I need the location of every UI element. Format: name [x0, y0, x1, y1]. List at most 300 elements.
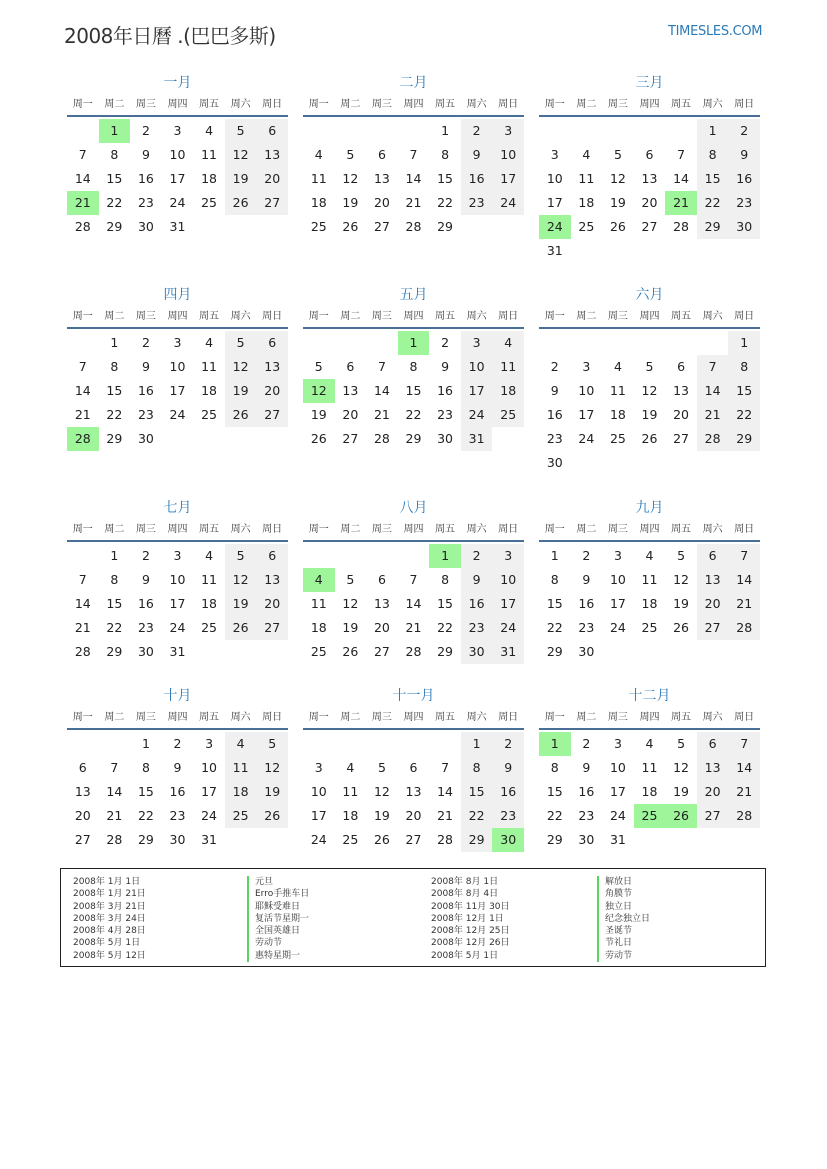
day-cell: 1 [441, 123, 450, 138]
month-calendar [539, 685, 760, 874]
day-grid [303, 329, 524, 473]
day-cell: 17 [546, 195, 563, 210]
day-cell: 7 [110, 760, 119, 775]
day-cell: 19 [342, 195, 359, 210]
day-cell: 20 [405, 808, 422, 823]
day-cell: 15 [697, 167, 729, 191]
day-cell: 19 [373, 808, 390, 823]
day-cell: 27 [373, 219, 390, 234]
weekday-label: 周二 [104, 712, 125, 723]
day-cell: 7 [78, 572, 87, 587]
holiday-day-cell: 1 [398, 331, 430, 355]
day-cell: 15 [106, 383, 123, 398]
day-cell: 3 [550, 147, 559, 162]
day-cell: 10 [169, 359, 186, 374]
day-grid [539, 117, 760, 261]
weekday-header [539, 707, 760, 730]
weekday-label: 周三 [371, 524, 392, 535]
weekday-label: 周一 [72, 99, 93, 110]
day-cell: 1 [550, 548, 559, 563]
day-cell: 9 [461, 568, 493, 592]
day-cell: 5 [346, 572, 355, 587]
day-cell: 14 [405, 171, 422, 186]
weekday-label: 周五 [671, 712, 692, 723]
day-cell: 23 [546, 431, 563, 446]
day-cell: 30 [437, 431, 454, 446]
day-cell: 13 [74, 784, 91, 799]
weekday-label: 周四 [167, 311, 188, 322]
day-grid [303, 730, 524, 874]
day-cell: 25 [201, 195, 218, 210]
day-cell: 25 [310, 219, 327, 234]
weekday-label: 周四 [167, 524, 188, 535]
day-cell: 24 [492, 616, 524, 640]
day-cell: 7 [78, 147, 87, 162]
day-cell: 15 [137, 784, 154, 799]
day-cell: 12 [609, 171, 626, 186]
day-cell: 23 [137, 620, 154, 635]
day-cell: 16 [578, 784, 595, 799]
day-cell: 5 [225, 544, 257, 568]
holiday-name: 耶稣受难日 [247, 901, 309, 913]
weekday-label: 周六 [466, 524, 487, 535]
day-cell: 29 [546, 644, 563, 659]
day-cell: 17 [201, 784, 218, 799]
day-cell: 29 [106, 431, 123, 446]
day-cell: 2 [461, 119, 493, 143]
weekday-label: 周二 [576, 524, 597, 535]
weekday-header [539, 519, 760, 542]
day-cell: 6 [346, 359, 355, 374]
weekday-label: 周一 [72, 524, 93, 535]
weekday-label: 周四 [403, 99, 424, 110]
day-cell: 23 [437, 407, 454, 422]
day-cell: 28 [405, 219, 422, 234]
weekday-label: 周日 [498, 712, 519, 723]
weekday-label: 周五 [671, 524, 692, 535]
day-cell: 18 [492, 379, 524, 403]
day-cell: 13 [256, 143, 288, 167]
day-cell: 9 [173, 760, 182, 775]
weekday-label: 周一 [544, 311, 565, 322]
day-cell: 4 [205, 123, 214, 138]
day-cell: 29 [546, 832, 563, 847]
weekday-label: 周四 [639, 311, 660, 322]
day-cell: 10 [578, 383, 595, 398]
day-cell: 22 [106, 407, 123, 422]
day-cell: 4 [492, 331, 524, 355]
weekday-label: 周日 [262, 712, 283, 723]
weekday-label: 周二 [104, 524, 125, 535]
holiday-date: 2008年 1月 1日 [73, 877, 141, 887]
day-cell: 5 [346, 147, 355, 162]
holiday-day-cell: 1 [429, 544, 461, 568]
day-cell: 17 [169, 171, 186, 186]
day-cell: 22 [106, 620, 123, 635]
day-cell: 15 [461, 780, 493, 804]
holiday-date: 2008年 8月 4日 [431, 889, 499, 900]
day-cell: 24 [310, 832, 327, 847]
day-cell: 29 [437, 219, 454, 234]
day-cell: 15 [546, 784, 563, 799]
day-cell: 3 [173, 335, 182, 350]
day-cell: 17 [310, 808, 327, 823]
day-cell: 12 [342, 596, 359, 611]
weekday-label: 周五 [199, 524, 220, 535]
weekday-label: 周二 [340, 311, 361, 322]
day-cell: 5 [645, 359, 654, 374]
day-cell: 29 [728, 427, 760, 451]
month-name: 一月 [163, 75, 192, 91]
day-cell: 14 [405, 596, 422, 611]
day-cell: 28 [697, 427, 729, 451]
day-cell: 7 [697, 355, 729, 379]
day-cell: 29 [106, 219, 123, 234]
day-cell: 20 [256, 379, 288, 403]
day-cell: 20 [641, 195, 658, 210]
day-cell: 7 [377, 359, 386, 374]
day-cell: 19 [225, 379, 257, 403]
day-cell: 20 [74, 808, 91, 823]
day-cell: 15 [405, 383, 422, 398]
day-cell: 21 [697, 403, 729, 427]
day-cell: 3 [173, 123, 182, 138]
day-cell: 5 [377, 760, 386, 775]
day-cell: 9 [141, 572, 150, 587]
holiday-list [60, 868, 766, 967]
day-cell: 5 [613, 147, 622, 162]
day-cell: 23 [461, 616, 493, 640]
day-cell: 6 [256, 544, 288, 568]
weekday-label: 周六 [230, 99, 251, 110]
weekday-label: 周日 [498, 311, 519, 322]
weekday-label: 周二 [576, 311, 597, 322]
day-cell: 23 [461, 191, 493, 215]
day-grid [67, 329, 288, 473]
day-cell: 22 [437, 195, 454, 210]
day-cell: 2 [728, 119, 760, 143]
day-cell: 4 [582, 147, 591, 162]
day-cell: 23 [578, 808, 595, 823]
day-cell: 31 [461, 427, 493, 451]
weekday-label: 周五 [435, 712, 456, 723]
day-cell: 24 [169, 195, 186, 210]
weekday-label: 周六 [230, 524, 251, 535]
day-cell: 24 [578, 431, 595, 446]
day-cell: 24 [609, 620, 626, 635]
day-cell: 22 [461, 804, 493, 828]
holiday-name: 独立日 [597, 901, 650, 913]
day-cell: 4 [205, 548, 214, 563]
day-cell: 5 [256, 732, 288, 756]
day-cell: 27 [697, 804, 729, 828]
holiday-day-cell: 21 [67, 191, 99, 215]
day-cell: 24 [461, 403, 493, 427]
day-cell: 6 [645, 147, 654, 162]
day-cell: 15 [437, 171, 454, 186]
month-calendar [539, 497, 760, 686]
day-cell: 9 [461, 143, 493, 167]
day-cell: 26 [256, 804, 288, 828]
day-cell: 2 [550, 359, 559, 374]
weekday-label: 周四 [167, 99, 188, 110]
weekday-label: 周日 [262, 311, 283, 322]
day-cell: 18 [310, 195, 327, 210]
day-cell: 9 [441, 359, 450, 374]
day-cell: 21 [373, 407, 390, 422]
weekday-label: 周六 [702, 99, 723, 110]
month-calendar [303, 685, 524, 874]
day-cell: 11 [310, 596, 327, 611]
month-calendar [539, 284, 760, 473]
day-cell: 26 [373, 832, 390, 847]
day-cell: 18 [201, 383, 218, 398]
day-cell: 8 [697, 143, 729, 167]
month-calendar [303, 284, 524, 473]
holiday-day-cell: 28 [67, 427, 99, 451]
day-cell: 13 [373, 596, 390, 611]
month-name: 十二月 [628, 688, 671, 704]
day-cell: 10 [169, 147, 186, 162]
day-cell: 16 [169, 784, 186, 799]
month-name: 四月 [163, 287, 192, 303]
weekday-label: 周四 [167, 712, 188, 723]
day-cell: 7 [728, 544, 760, 568]
holiday-date: 2008年 3月 21日 [73, 901, 146, 912]
day-cell: 2 [492, 732, 524, 756]
month-name: 九月 [635, 500, 664, 516]
day-cell: 3 [314, 760, 323, 775]
weekday-label: 周四 [403, 712, 424, 723]
day-cell: 9 [728, 143, 760, 167]
weekday-label: 周日 [734, 524, 755, 535]
day-cell: 28 [728, 804, 760, 828]
weekday-label: 周三 [135, 99, 156, 110]
weekday-label: 周三 [607, 712, 628, 723]
holiday-name: 角膜节 [597, 888, 650, 900]
day-cell: 3 [461, 331, 493, 355]
month-name: 三月 [635, 75, 664, 91]
day-cell: 20 [373, 620, 390, 635]
day-cell: 4 [645, 736, 654, 751]
month-name: 十月 [163, 688, 192, 704]
day-cell: 11 [201, 147, 218, 162]
day-cell: 4 [225, 732, 257, 756]
day-cell: 8 [441, 572, 450, 587]
day-cell: 12 [256, 756, 288, 780]
day-cell: 13 [697, 756, 729, 780]
day-cell: 29 [697, 215, 729, 239]
month-calendar [67, 685, 288, 874]
day-cell: 23 [492, 804, 524, 828]
weekday-label: 周五 [435, 311, 456, 322]
weekday-label: 周六 [466, 712, 487, 723]
day-cell: 24 [201, 808, 218, 823]
day-cell: 16 [492, 780, 524, 804]
weekday-label: 周五 [435, 524, 456, 535]
day-cell: 29 [461, 828, 493, 852]
day-cell: 31 [169, 644, 186, 659]
day-cell: 14 [74, 596, 91, 611]
holiday-day-cell: 1 [539, 732, 571, 756]
day-cell: 22 [546, 808, 563, 823]
day-cell: 1 [141, 736, 150, 751]
day-cell: 8 [110, 147, 119, 162]
day-cell: 8 [141, 760, 150, 775]
day-cell: 2 [582, 548, 591, 563]
day-cell: 30 [137, 431, 154, 446]
weekday-label: 周三 [135, 712, 156, 723]
holiday-name: 节礼日 [597, 937, 650, 949]
day-cell: 31 [492, 640, 524, 664]
day-cell: 31 [201, 832, 218, 847]
month-name: 五月 [399, 287, 428, 303]
day-cell: 7 [677, 147, 686, 162]
day-cell: 27 [405, 832, 422, 847]
day-cell: 25 [225, 804, 257, 828]
weekday-label: 周六 [702, 712, 723, 723]
weekday-label: 周一 [544, 524, 565, 535]
day-cell: 18 [641, 596, 658, 611]
day-cell: 2 [141, 548, 150, 563]
weekday-label: 周三 [607, 99, 628, 110]
weekday-label: 周日 [498, 99, 519, 110]
weekday-label: 周三 [371, 311, 392, 322]
holiday-date: 2008年 12月 1日 [431, 913, 504, 924]
day-cell: 17 [169, 383, 186, 398]
month-name: 六月 [635, 287, 664, 303]
day-cell: 3 [492, 544, 524, 568]
day-cell: 19 [673, 596, 690, 611]
day-cell: 15 [106, 171, 123, 186]
day-cell: 22 [437, 620, 454, 635]
holiday-day-cell: 24 [539, 215, 571, 239]
weekday-header [539, 94, 760, 117]
day-cell: 3 [205, 736, 214, 751]
day-cell: 1 [110, 335, 119, 350]
day-cell: 2 [461, 544, 493, 568]
day-cell: 13 [673, 383, 690, 398]
day-cell: 5 [314, 359, 323, 374]
weekday-label: 周四 [639, 524, 660, 535]
day-cell: 1 [697, 119, 729, 143]
day-cell: 12 [225, 143, 257, 167]
day-cell: 9 [550, 383, 559, 398]
day-cell: 6 [409, 760, 418, 775]
holiday-name: 元旦 [247, 876, 309, 888]
day-cell: 11 [201, 359, 218, 374]
day-cell: 2 [441, 335, 450, 350]
day-cell: 26 [225, 616, 257, 640]
weekday-label: 周五 [671, 99, 692, 110]
day-cell: 22 [137, 808, 154, 823]
day-cell: 17 [169, 596, 186, 611]
day-cell: 2 [173, 736, 182, 751]
day-cell: 5 [225, 331, 257, 355]
day-cell: 15 [546, 596, 563, 611]
day-cell: 8 [441, 147, 450, 162]
day-cell: 8 [461, 756, 493, 780]
day-cell: 24 [169, 407, 186, 422]
day-cell: 10 [201, 760, 218, 775]
day-cell: 26 [225, 191, 257, 215]
weekday-header [67, 306, 288, 329]
day-grid [67, 117, 288, 261]
holiday-date: 2008年 5月 12日 [73, 950, 146, 961]
day-cell: 20 [697, 592, 729, 616]
day-cell: 30 [461, 640, 493, 664]
weekday-label: 周二 [576, 99, 597, 110]
holiday-date: 2008年 1月 21日 [73, 889, 146, 900]
day-cell: 20 [256, 592, 288, 616]
day-cell: 25 [492, 403, 524, 427]
day-cell: 15 [728, 379, 760, 403]
day-cell: 4 [346, 760, 355, 775]
day-cell: 22 [405, 407, 422, 422]
day-cell: 4 [613, 359, 622, 374]
day-cell: 17 [609, 596, 626, 611]
day-grid [539, 730, 760, 874]
day-cell: 6 [377, 572, 386, 587]
day-cell: 23 [137, 407, 154, 422]
day-cell: 16 [437, 383, 454, 398]
day-cell: 27 [641, 219, 658, 234]
day-cell: 29 [137, 832, 154, 847]
month-name: 八月 [399, 500, 428, 516]
holiday-name: Erro手推车日 [247, 888, 309, 900]
day-cell: 16 [137, 383, 154, 398]
holiday-date: 2008年 5月 1日 [73, 938, 141, 949]
day-cell: 13 [342, 383, 359, 398]
day-cell: 3 [613, 548, 622, 563]
holiday-date: 2008年 4月 28日 [73, 926, 146, 937]
weekday-label: 周二 [576, 712, 597, 723]
holiday-day-cell: 1 [99, 119, 131, 143]
day-cell: 18 [609, 407, 626, 422]
holiday-dates-right [431, 876, 510, 962]
day-cell: 27 [373, 644, 390, 659]
day-cell: 30 [169, 832, 186, 847]
day-grid [539, 329, 760, 473]
day-cell: 30 [546, 455, 563, 470]
day-cell: 11 [609, 383, 626, 398]
weekday-header [303, 306, 524, 329]
day-cell: 16 [137, 596, 154, 611]
day-cell: 7 [78, 359, 87, 374]
day-cell: 30 [137, 219, 154, 234]
weekday-label: 周三 [135, 524, 156, 535]
weekday-label: 周日 [734, 99, 755, 110]
weekday-label: 周一 [308, 524, 329, 535]
day-cell: 19 [342, 620, 359, 635]
holiday-dates-left [73, 876, 146, 962]
day-cell: 7 [728, 732, 760, 756]
day-cell: 4 [205, 335, 214, 350]
weekday-label: 周日 [498, 524, 519, 535]
weekday-label: 周五 [199, 712, 220, 723]
day-cell: 11 [578, 171, 595, 186]
day-cell: 8 [110, 572, 119, 587]
day-cell: 8 [550, 760, 559, 775]
weekday-label: 周三 [135, 311, 156, 322]
weekday-label: 周日 [262, 524, 283, 535]
day-cell: 22 [106, 195, 123, 210]
weekday-label: 周一 [72, 311, 93, 322]
day-cell: 23 [728, 191, 760, 215]
day-cell: 20 [256, 167, 288, 191]
weekday-label: 周日 [734, 712, 755, 723]
weekday-label: 周一 [308, 311, 329, 322]
